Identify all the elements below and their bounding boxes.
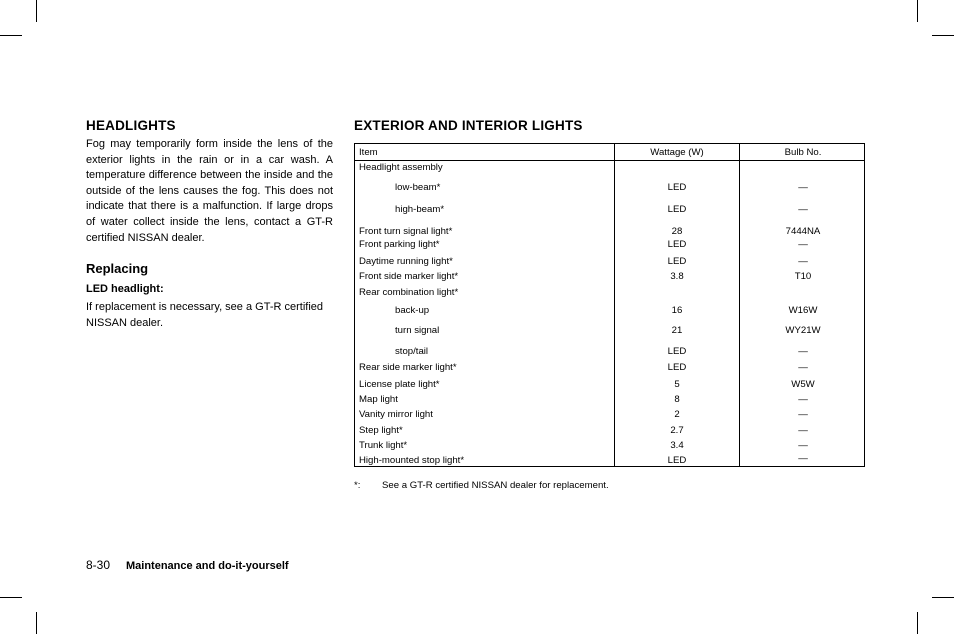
- cell-bulb: —: [798, 182, 808, 193]
- table-header-divider: [355, 160, 864, 161]
- cell-wattage: LED: [667, 239, 687, 250]
- cell-bulb: 7444NA: [785, 226, 821, 237]
- crop-mark: [0, 35, 22, 36]
- cell-item: Front side marker light*: [359, 271, 459, 282]
- headlights-heading: HEADLIGHTS: [86, 118, 176, 133]
- page-number: 8-30: [86, 558, 111, 572]
- cell-item: Trunk light*: [359, 440, 408, 451]
- headlights-section: [86, 118, 333, 331]
- cell-bulb: —: [798, 440, 808, 451]
- cell-item: Front turn signal light*: [359, 226, 453, 237]
- cell-item: High-mounted stop light*: [359, 455, 465, 466]
- crop-mark: [932, 597, 954, 598]
- cell-item: turn signal: [395, 325, 440, 336]
- cell-wattage: 3.4: [670, 440, 684, 451]
- cell-wattage: LED: [667, 455, 687, 466]
- cell-item: Front parking light*: [359, 239, 440, 250]
- cell-bulb: —: [798, 425, 808, 436]
- cell-bulb: W5W: [791, 379, 815, 390]
- header-item: Item: [359, 147, 378, 158]
- cell-wattage: LED: [667, 182, 687, 193]
- cell-bulb: —: [798, 409, 808, 420]
- crop-mark: [917, 612, 918, 634]
- cell-bulb: —: [798, 362, 808, 373]
- lights-heading: EXTERIOR AND INTERIOR LIGHTS: [354, 118, 583, 133]
- cell-wattage: LED: [667, 346, 687, 357]
- cell-item: high-beam*: [395, 204, 445, 215]
- footnote-text: See a GT-R certified NISSAN dealer for replacement.: [382, 480, 609, 491]
- lights-table: [354, 143, 865, 467]
- cell-bulb: WY21W: [785, 325, 821, 336]
- cell-item: Vanity mirror light: [359, 409, 433, 420]
- cell-item: Map light: [359, 394, 398, 405]
- header-wattage: Wattage (W): [650, 147, 704, 158]
- cell-item: Step light*: [359, 425, 403, 436]
- cell-wattage: 8: [674, 394, 680, 405]
- cell-bulb: W16W: [788, 305, 818, 316]
- cell-wattage: LED: [667, 362, 687, 373]
- crop-mark: [36, 612, 37, 634]
- cell-item: stop/tail: [395, 346, 429, 357]
- cell-bulb: —: [798, 394, 808, 405]
- cell-wattage: LED: [667, 204, 687, 215]
- headlights-body: Fog may temporarily form inside the lens of the exterior lights in the rain or in a car wash. A temperature difference between the inside and the outside of the lens causes the fog. This does not indicate that there is a malfunction. If large drops of water collect inside the lens, contact a GT-R certified NISSAN dealer.: [86, 138, 333, 244]
- led-headlight-heading: LED headlight:: [86, 283, 164, 296]
- replacing-heading: Replacing: [86, 261, 149, 277]
- cell-bulb: —: [798, 256, 808, 267]
- cell-item: low-beam*: [395, 182, 441, 193]
- footnote-mark: *:: [354, 480, 361, 491]
- cell-bulb: —: [798, 346, 808, 357]
- cell-wattage: 2.7: [670, 425, 684, 436]
- cell-item: Rear side marker light*: [359, 362, 457, 373]
- cell-wattage: LED: [667, 256, 687, 267]
- cell-bulb: T10: [794, 271, 812, 282]
- cell-bulb: —: [798, 453, 808, 464]
- cell-item: License plate light*: [359, 379, 440, 390]
- cell-item: Daytime running light*: [359, 256, 453, 267]
- crop-mark: [917, 0, 918, 22]
- cell-wattage: 21: [671, 325, 683, 336]
- cell-wattage: 16: [671, 305, 683, 316]
- cell-bulb: —: [798, 204, 808, 215]
- cell-wattage: 28: [671, 226, 683, 237]
- crop-mark: [932, 35, 954, 36]
- section-title: Maintenance and do-it-yourself: [126, 560, 289, 572]
- cell-item: Headlight assembly: [359, 162, 443, 173]
- led-headlight-body: If replacement is necessary, see a GT-R certified NISSAN dealer.: [86, 301, 323, 329]
- header-bulb: Bulb No.: [784, 147, 822, 158]
- cell-item: Rear combination light*: [359, 287, 459, 298]
- cell-wattage: 5: [674, 379, 680, 390]
- crop-mark: [0, 597, 22, 598]
- cell-item: back-up: [395, 305, 430, 316]
- cell-wattage: 3.8: [670, 271, 684, 282]
- cell-bulb: —: [798, 239, 808, 250]
- cell-wattage: 2: [674, 409, 680, 420]
- crop-mark: [36, 0, 37, 22]
